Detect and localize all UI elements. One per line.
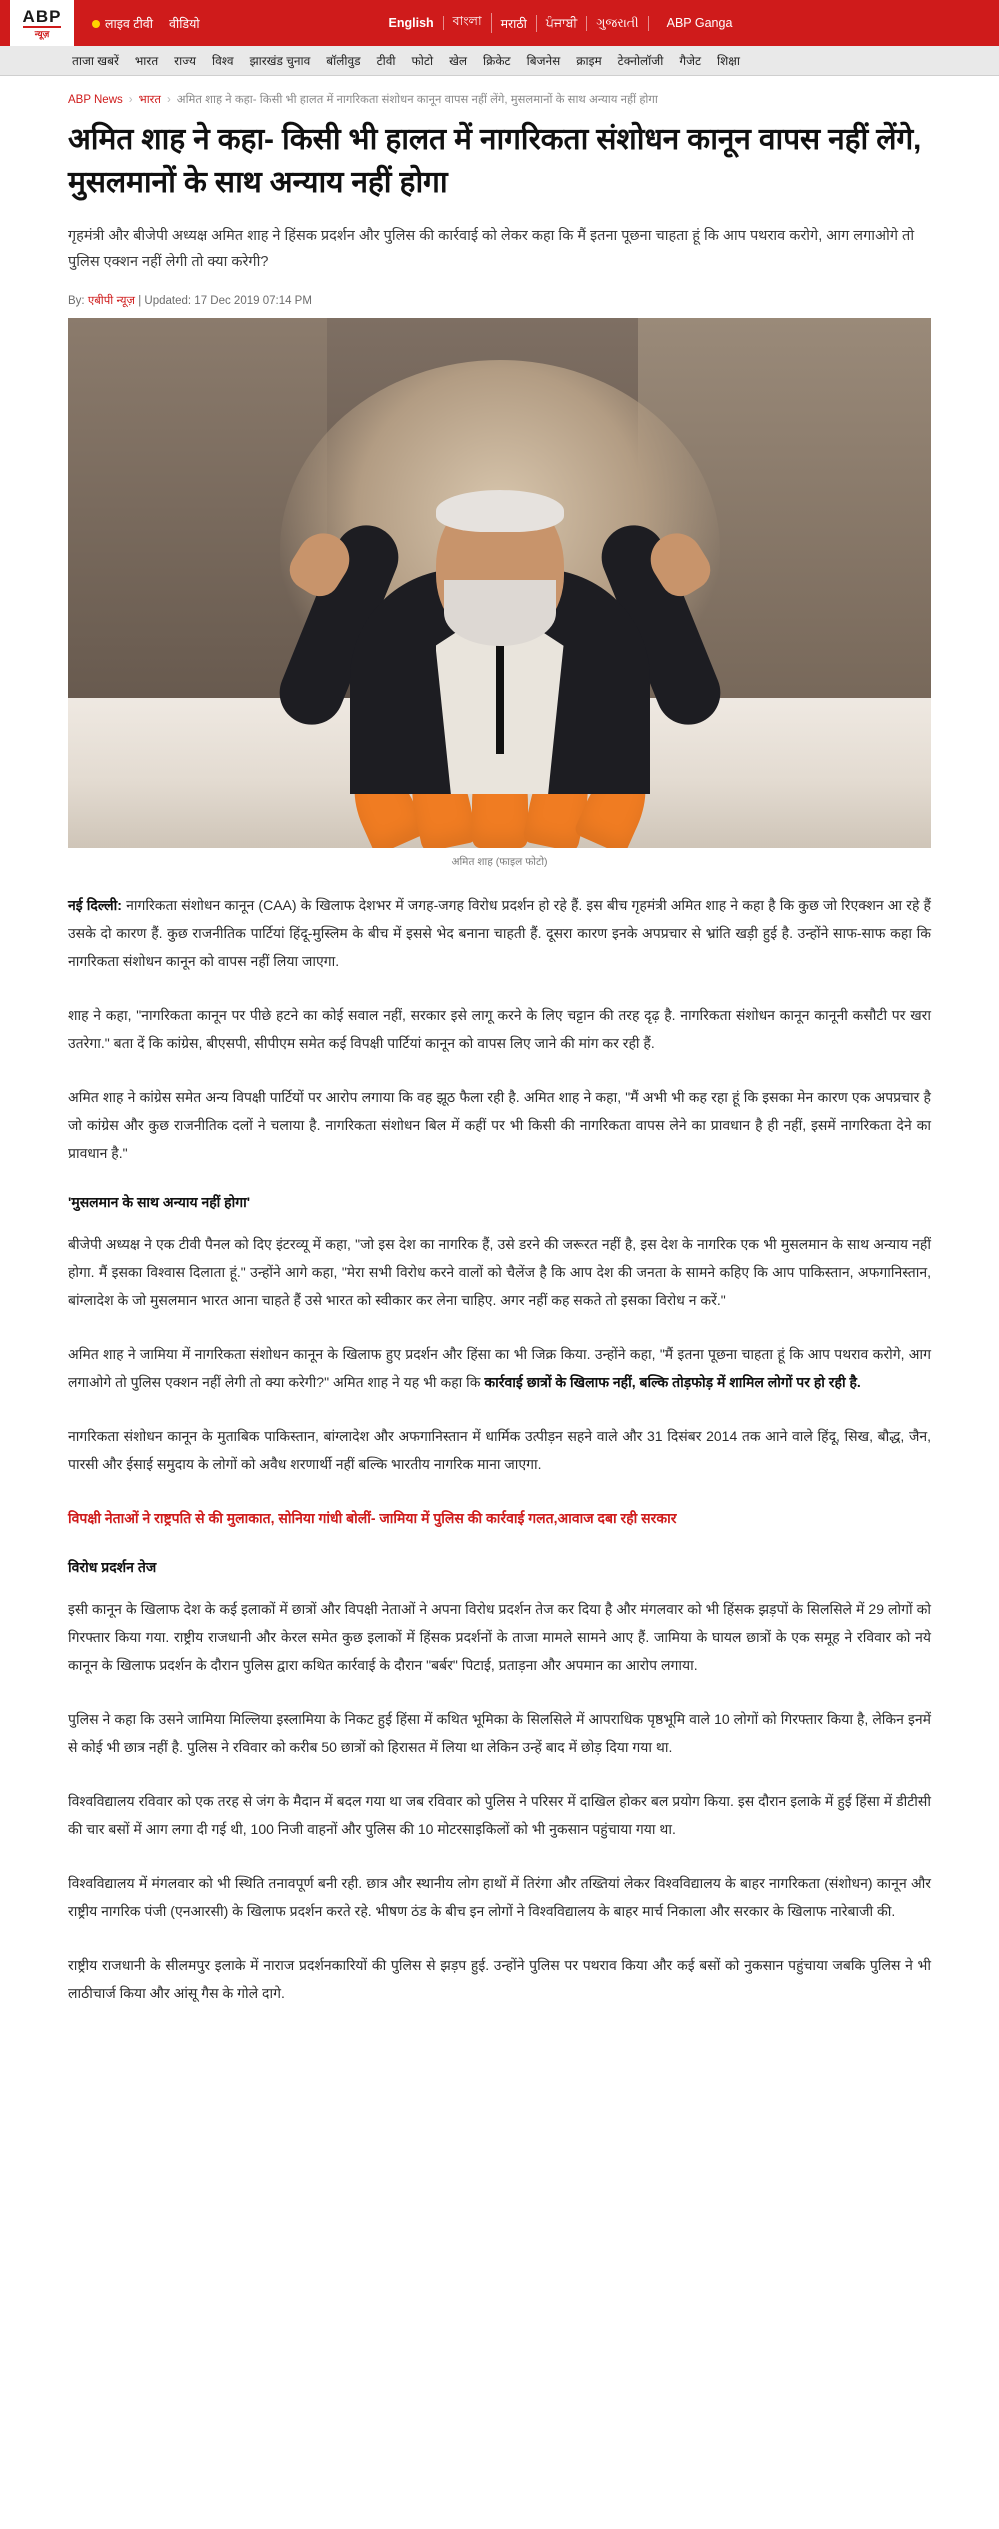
nav-item-technology[interactable]: टेक्नोलॉजी (617, 54, 664, 68)
paragraph-5 (68, 1340, 931, 1396)
related-link-highlight[interactable]: विपक्षी नेताओं ने राष्ट्रपति से की मुलाकात, सोनिया गांधी बोलीं- जामिया में पुलिस की कार्रवाई गलत,आवाज दबा रही सरकार (68, 1509, 677, 1526)
paragraph-11: राष्ट्रीय राजधानी के सीलमपुर इलाके में नाराज प्रदर्शनकारियों की पुलिस से झड़प हुई. उन्होंने पुलिस पर पथराव किया और कई बसों को नुकसान पहुंचाया जबकि पुलिस ने भी लाठीचार्ज किया और आंसू गैस के गोले दागे. (68, 1956, 931, 2001)
logo-sub-text: न्यूज़ (34, 28, 50, 39)
paragraph-5-emphasis: कार्रवाई छात्रों के खिलाफ नहीं, बल्कि तोड़फोड़ में शामिल लोगों पर हो रही है. (484, 1373, 861, 1390)
speaker-figure (335, 394, 665, 794)
subheading-muslim: 'मुसलमान के साथ अन्याय नहीं होगा' (68, 1193, 251, 1210)
article-body (68, 891, 931, 2007)
lang-bangla[interactable]: বাংলা (444, 13, 492, 33)
lang-gujarati[interactable]: ગુજરાતી (587, 16, 648, 31)
paragraph-7: इसी कानून के खिलाफ देश के कई इलाकों में छात्रों और विपक्षी नेताओं ने अपना विरोध प्रदर्शन तेज कर दिया है और मंगलवार को भी हिंसक झड़पों के सिलसिले में 29 लोगों को गिरफ्तार किया गया. राष्ट्रीय राजधानी और केरल समेत कुछ इलाकों में हिंसक प्रदर्शनों के ताजा मामले सामने आए हैं. जामिया के घायल छात्रों के एक समूह ने रविवार को नये कानून के खिलाफ प्रदर्शन के दौरान पुलिस द्वारा कथित कार्रवाई के दौरान "बर्बर" पिटाई, प्रताड़ना और अपमान का आरोप लगाया. (68, 1600, 931, 1673)
article-standfirst: गृहमंत्री और बीजेपी अध्यक्ष अमित शाह ने हिंसक प्रदर्शन और पुलिस की कार्रवाई को लेकर कहा कि मैं इतना पूछना चाहता हूं कि आप पथराव करोगे, आग लगाओगे तो पुलिस एक्शन नहीं लेगी तो क्या करेगी? (68, 228, 915, 270)
breadcrumb (68, 76, 931, 113)
microphone-icon (496, 634, 504, 754)
nav-item-bharat[interactable]: भारत (134, 54, 159, 68)
page-title: अमित शाह ने कहा- किसी भी हालत में नागरिकता संशोधन कानून वापस नहीं लेंगे, मुसलमानों के साथ अन्याय नहीं होगा (68, 123, 922, 199)
video-link[interactable]: वीडियो (169, 16, 200, 31)
live-tv-link[interactable] (92, 15, 153, 32)
paragraph-4: बीजेपी अध्यक्ष ने एक टीवी पैनल को दिए इंटरव्यू में कहा, "जो इस देश का नागरिक हैं, उसे डरने की जरूरत नहीं है, इस देश के नागरिक एक भी मुसलमान के साथ अन्याय नहीं होगा. मैं इसका विश्वास दिलाता हूं." उन्होंने आगे कहा, "मेरा सभी विरोध करने वालों को चैलेंज है कि आप देश की जनता के सामने कहिए कि आप पाकिस्तान, अफगानिस्तान, बांग्लादेश के जो मुसलमान भारत आना चाहते हैं उसे भारत को स्वीकार कर लेना चाहिए. अगर नहीं कह सकते तो इसका विरोध न करें." (68, 1235, 931, 1308)
paragraph-5-pre: अमित शाह ने जामिया में नागरिकता संशोधन कानून के खिलाफ हुए प्रदर्शन और हिंसा का भी जिक्र किया. उन्होंने कहा, "मैं इतना पूछना चाहता हूं कि आप पथराव करोगे, आग लगाओगे तो पुलिस एक्शन नहीं लेगी तो क्या करेगी?" अमित शाह ने यह भी कहा कि (68, 1345, 931, 1390)
author-name[interactable]: एबीपी न्यूज़ (87, 294, 136, 307)
abp-ganga-link[interactable]: ABP Ganga (666, 16, 733, 30)
nav-item-business[interactable]: बिजनेस (526, 54, 561, 68)
logo-main-text: ABP (22, 6, 62, 26)
breadcrumb-separator-1: › (128, 93, 133, 106)
nav-item-bollywood[interactable]: बॉलीवुड (326, 54, 361, 68)
paragraph-1 (68, 891, 931, 975)
image-caption: अमित शाह (फाइल फोटो) (451, 855, 548, 868)
live-dot-icon (92, 20, 100, 28)
byline (68, 293, 931, 308)
dateline: नई दिल्ली: (68, 896, 122, 913)
lang-english[interactable]: English (380, 16, 444, 30)
abp-logo[interactable] (10, 0, 74, 46)
hero-figure (68, 318, 931, 869)
nav-item-shiksha[interactable]: शिक्षा (717, 54, 741, 68)
paragraph-1-text: नागरिकता संशोधन कानून (CAA) के खिलाफ देशभर में जगह-जगह विरोध प्रदर्शन हो रहे हैं. इस बीच गृहमंत्री अमित शाह ने कहा है कि कुछ जो रिएक्शन आ रहे हैं उसके दो कारण हैं. कुछ राजनीतिक पार्टियां हिंदू-मुस्लिम के बीच में इससे भेद बनाना चाहती हैं. दूसरा कारण इनके अपप्रचार से भ्रांति खड़ी हुई है. उन्होंने साफ-साफ कहा कि नागरिकता संशोधन कानून को वापस नहीं लिया जाएगा. (68, 896, 931, 969)
nav-item-khel[interactable]: खेल (449, 54, 468, 68)
paragraph-2: शाह ने कहा, "नागरिकता कानून पर पीछे हटने का कोई सवाल नहीं, सरकार इसे लागू करने के लिए चट्टान की तरह दृढ़ है. नागरिकता संशोधन कानून कानूनी कसौटी पर खरा उतरेगा." बता दें कि कांग्रेस, बीएसपी, सीपीएम समेत कई विपक्षी पार्टियां कानून को वापस लिए जाने की मांग कर रही हैं. (68, 1006, 931, 1051)
paragraph-9: विश्वविद्यालय रविवार को एक तरह से जंग के मैदान में बदल गया था जब रविवार को पुलिस ने परिसर में दाखिल होकर बल प्रयोग किया. इस दौरान इलाके में हुई हिंसा में डीटीसी की चार बसों में आग लगा दी गई थी, 100 निजी वाहनों और पुलिस की 10 मोटरसाइकिलों को भी नुकसान पहुंचाया गया था. (68, 1792, 931, 1837)
nav-item-crime[interactable]: क्राइम (576, 54, 602, 68)
paragraph-10: विश्वविद्यालय में मंगलवार को भी स्थिति तनावपूर्ण बनी रही. छात्र और स्थानीय लोग हाथों में तिरंगा और तख्तियां लेकर विश्वविद्यालय के बाहर नागरिकता (संशोधन) कानून और राष्ट्रीय नागरिक पंजी (एनआरसी) के खिलाफ प्रदर्शन करते रहे. भीषण ठंड के बीच इन लोगों ने विश्वविद्यालय के बाहर मार्च निकाला और सरकार के खिलाफ नारेबाजी की. (68, 1874, 931, 1919)
paragraph-3: अमित शाह ने कांग्रेस समेत अन्य विपक्षी पार्टियों पर आरोप लगाया कि वह झूठ फैला रही है. अमित शाह ने कहा, "मैं अभी भी कह रहा हूं कि इसका मेन कारण एक अपप्रचार है जो कांग्रेस और कुछ राजनीतिक दलों ने चलाया है. नागरिकता संशोधन बिल में कहीं पर भी किसी की नागरिकता वापस लेने का प्रावधान है ही नहीं, इसमें नागरिकता देने का प्रावधान है." (68, 1088, 931, 1161)
subheading-protest: विरोध प्रदर्शन तेज (68, 1558, 157, 1575)
breadcrumb-separator-2: › (166, 93, 171, 106)
nav-item-taza-khabren[interactable]: ताजा खबरें (72, 54, 119, 68)
nav-item-gadget[interactable]: गैजेट (679, 54, 702, 68)
nav-item-cricket[interactable]: क्रिकेट (483, 54, 511, 68)
article-container (0, 76, 999, 2007)
paragraph-8: पुलिस ने कहा कि उसने जामिया मिल्लिया इस्लामिया के निकट हुई हिंसा में कथित भूमिका के सिलसिले में आपराधिक पृष्ठभूमि वाले 10 लोगों को गिरफ्तार किया है, लेकिन इनमें से कोई भी छात्र नहीं है. पुलिस ने रविवार को करीब 50 छात्रों को हिरासत में लिया था लेकिन उन्हें बाद में छोड़ दिया गया था. (68, 1710, 931, 1755)
byline-prefix: By: (68, 294, 85, 307)
breadcrumb-section[interactable]: भारत (138, 94, 161, 106)
hero-image (68, 318, 931, 848)
language-switcher (380, 13, 733, 33)
nav-item-photo[interactable]: फोटो (411, 54, 434, 68)
main-nav (0, 46, 999, 76)
breadcrumb-home[interactable]: ABP News (68, 93, 123, 106)
lang-marathi[interactable]: मराठी (492, 15, 537, 32)
lang-punjabi[interactable]: ਪੰਜਾਬੀ (537, 16, 587, 31)
paragraph-6: नागरिकता संशोधन कानून के मुताबिक पाकिस्तान, बांग्लादेश और अफगानिस्तान में धार्मिक उत्पीड़न सहने वाले और 31 दिसंबर 2014 तक आने वाले हिंदू, सिख, बौद्ध, जैन, पारसी और ईसाई समुदाय के लोगों को अवैध शरणार्थी नहीं बल्कि भारतीय नागरिक माना जाएगा. (68, 1427, 931, 1472)
nav-item-vishwa[interactable]: विश्व (212, 54, 234, 68)
breadcrumb-current: अमित शाह ने कहा- किसी भी हालत में नागरिकता संशोधन कानून वापस नहीं लेंगे, मुसलमानों के साथ अन्याय नहीं होगा (176, 94, 658, 106)
top-bar (0, 0, 999, 46)
live-tv-label: लाइव टीवी (105, 16, 153, 31)
live-links (92, 15, 200, 32)
nav-item-tv[interactable]: टीवी (376, 54, 396, 68)
updated-timestamp: | Updated: 17 Dec 2019 07:14 PM (138, 294, 312, 307)
nav-item-jharkhand-chunav[interactable]: झारखंड चुनाव (249, 54, 311, 68)
nav-item-rajya[interactable]: राज्य (174, 54, 197, 68)
